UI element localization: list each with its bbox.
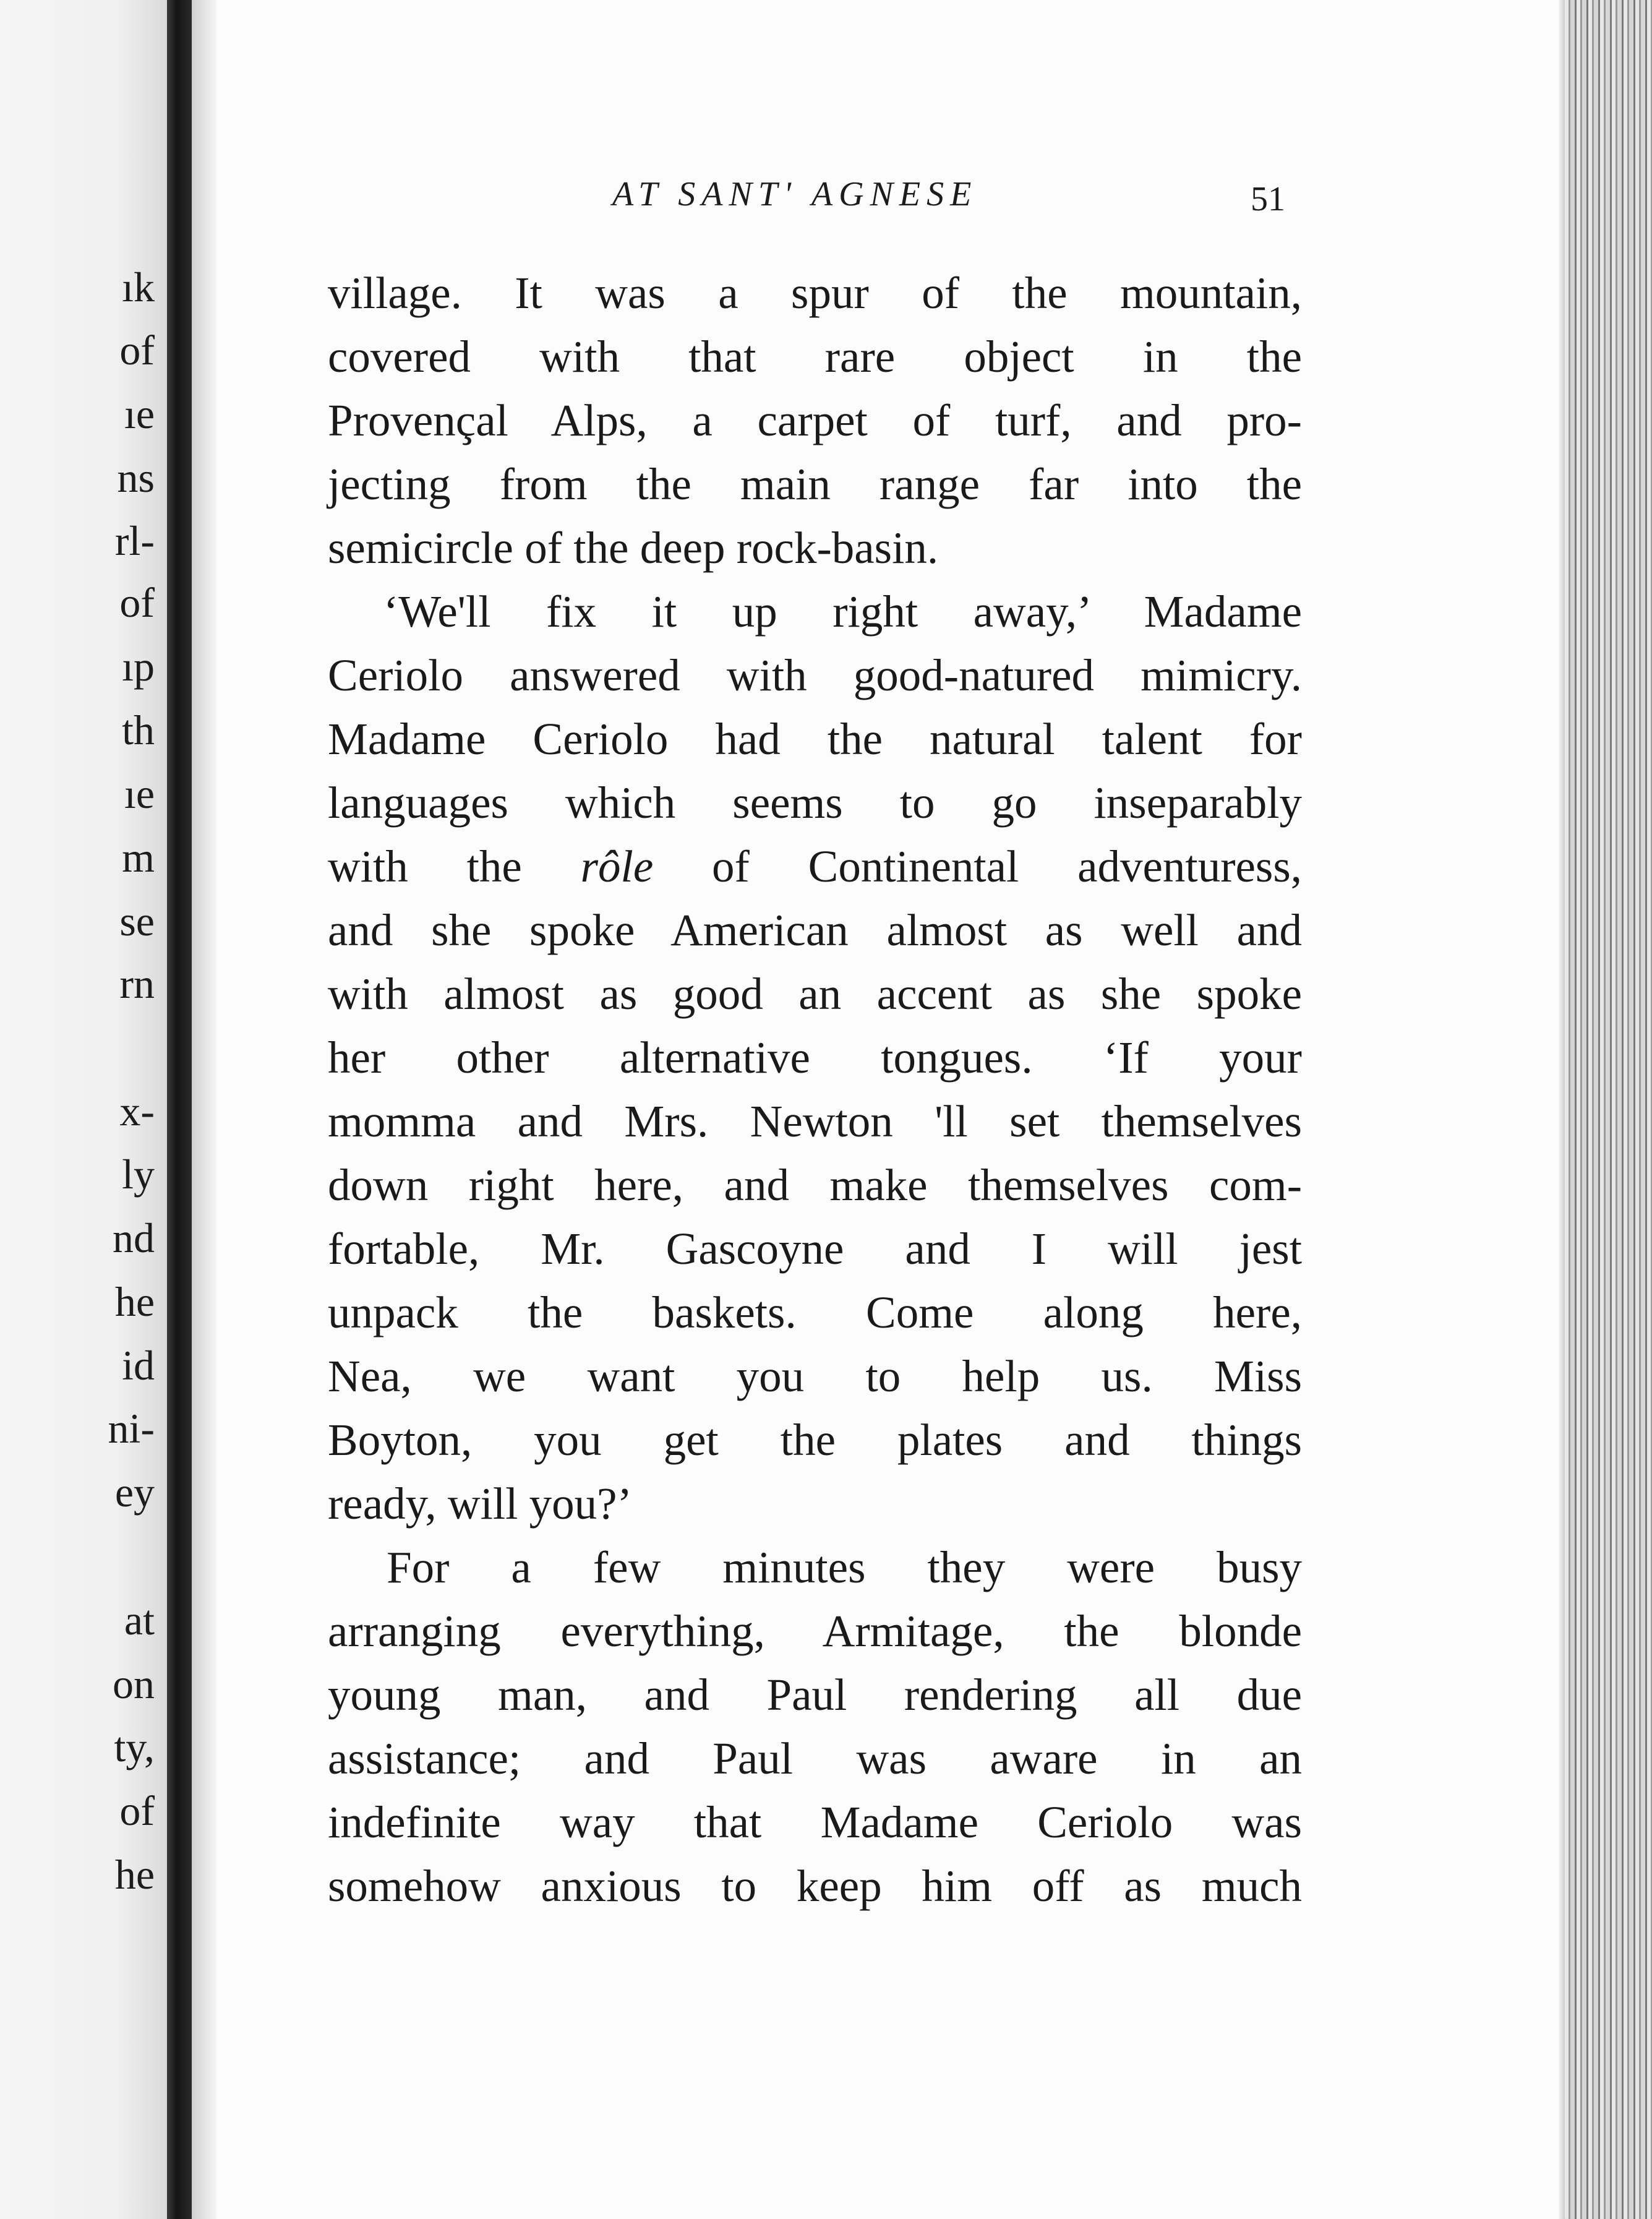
text-line: covered with that rare object in the <box>328 332 1302 382</box>
left-page-text-fragment: m <box>122 834 155 881</box>
left-page-text-fragment: at <box>124 1597 155 1644</box>
text-line: semicircle of the deep rock-basin. <box>328 523 939 573</box>
left-page-text-fragment: he <box>114 1278 155 1325</box>
italic-word: rôle <box>580 841 654 891</box>
text-line: down right here, and make themselves com- <box>328 1160 1302 1210</box>
text-line: assistance; and Paul was aware in an <box>328 1733 1302 1783</box>
text-line: somehow anxious to keep him off as much <box>328 1861 1302 1911</box>
left-page-text-fragment: ni- <box>108 1405 155 1452</box>
left-page-text-fragment: of <box>119 579 155 626</box>
text-line: languages which seems to go inseparably <box>328 778 1302 828</box>
left-page-text-fragment: ey <box>114 1469 155 1516</box>
text-line: her other alternative tongues. ‘If your <box>328 1032 1302 1083</box>
text-line: with the rôle of Continental adventuress, <box>328 841 1302 891</box>
left-page-text-fragment: he <box>114 1851 155 1898</box>
text-line: jecting from the main range far into the <box>328 459 1302 509</box>
text-line: young man, and Paul rendering all due <box>328 1670 1302 1720</box>
body-text <box>328 261 1302 1918</box>
text-line: and she spoke American almost as well and <box>328 905 1302 955</box>
book-gutter <box>167 0 192 2219</box>
left-page-text-fragment: on <box>113 1660 155 1707</box>
left-page-text-fragment: ty, <box>114 1723 155 1770</box>
text-line: Madame Ceriolo had the natural talent for <box>328 714 1302 764</box>
left-page-text-fragment: ıe <box>124 770 155 817</box>
text-line: with almost as good an accent as she spoke <box>328 969 1302 1019</box>
left-page-text-fragment: ıe <box>124 390 155 437</box>
left-page-text-fragment: se <box>119 898 155 945</box>
text-line: Provençal Alps, a carpet of turf, and pro- <box>328 395 1302 445</box>
text-line: indefinite way that Madame Ceriolo was <box>328 1797 1302 1847</box>
page-number: 51 <box>1251 180 1285 218</box>
text-line: Nea, we want you to help us. Miss <box>328 1351 1302 1401</box>
left-page-text-fragment: rn <box>119 960 155 1007</box>
running-head-title: AT SANT' AGNESE <box>612 175 978 213</box>
left-page-text-fragment: of <box>119 327 155 374</box>
text-line: village. It was a spur of the mountain, <box>328 268 1302 318</box>
gutter-shadow <box>192 0 216 2219</box>
left-page-text-fragment: ık <box>122 264 155 311</box>
text-line: arranging everything, Armitage, the blonde <box>328 1606 1302 1656</box>
page-stack-edge <box>1565 0 1652 2219</box>
left-page-text-fragment: th <box>122 706 155 753</box>
text-line: fortable, Mr. Gascoyne and I will jest <box>328 1224 1302 1274</box>
left-page-text-fragment: nd <box>113 1214 155 1261</box>
left-page-text-fragment: ly <box>122 1151 155 1198</box>
left-page-text-fragment: x- <box>119 1088 155 1135</box>
left-page-text-fragment: id <box>122 1342 155 1389</box>
text-line: For a few minutes they were busy <box>387 1542 1302 1592</box>
text-line: Ceriolo answered with good-natured mimicry. <box>328 650 1302 700</box>
left-page-text-fragment: rl- <box>114 517 155 564</box>
text-line: Boyton, you get the plates and things <box>328 1415 1302 1465</box>
left-page-text-fragment: of <box>119 1787 155 1834</box>
text-line: ready, will you?’ <box>328 1479 632 1529</box>
left-page-fragment <box>0 0 167 2219</box>
left-page-text-fragment: ıp <box>122 643 155 690</box>
text-line: unpack the baskets. Come along here, <box>328 1287 1302 1337</box>
text-line: momma and Mrs. Newton 'll set themselves <box>328 1096 1302 1146</box>
text-line: ‘We'll fix it up right away,’ Madame <box>383 586 1302 637</box>
left-page-text-fragment: ns <box>117 454 155 501</box>
